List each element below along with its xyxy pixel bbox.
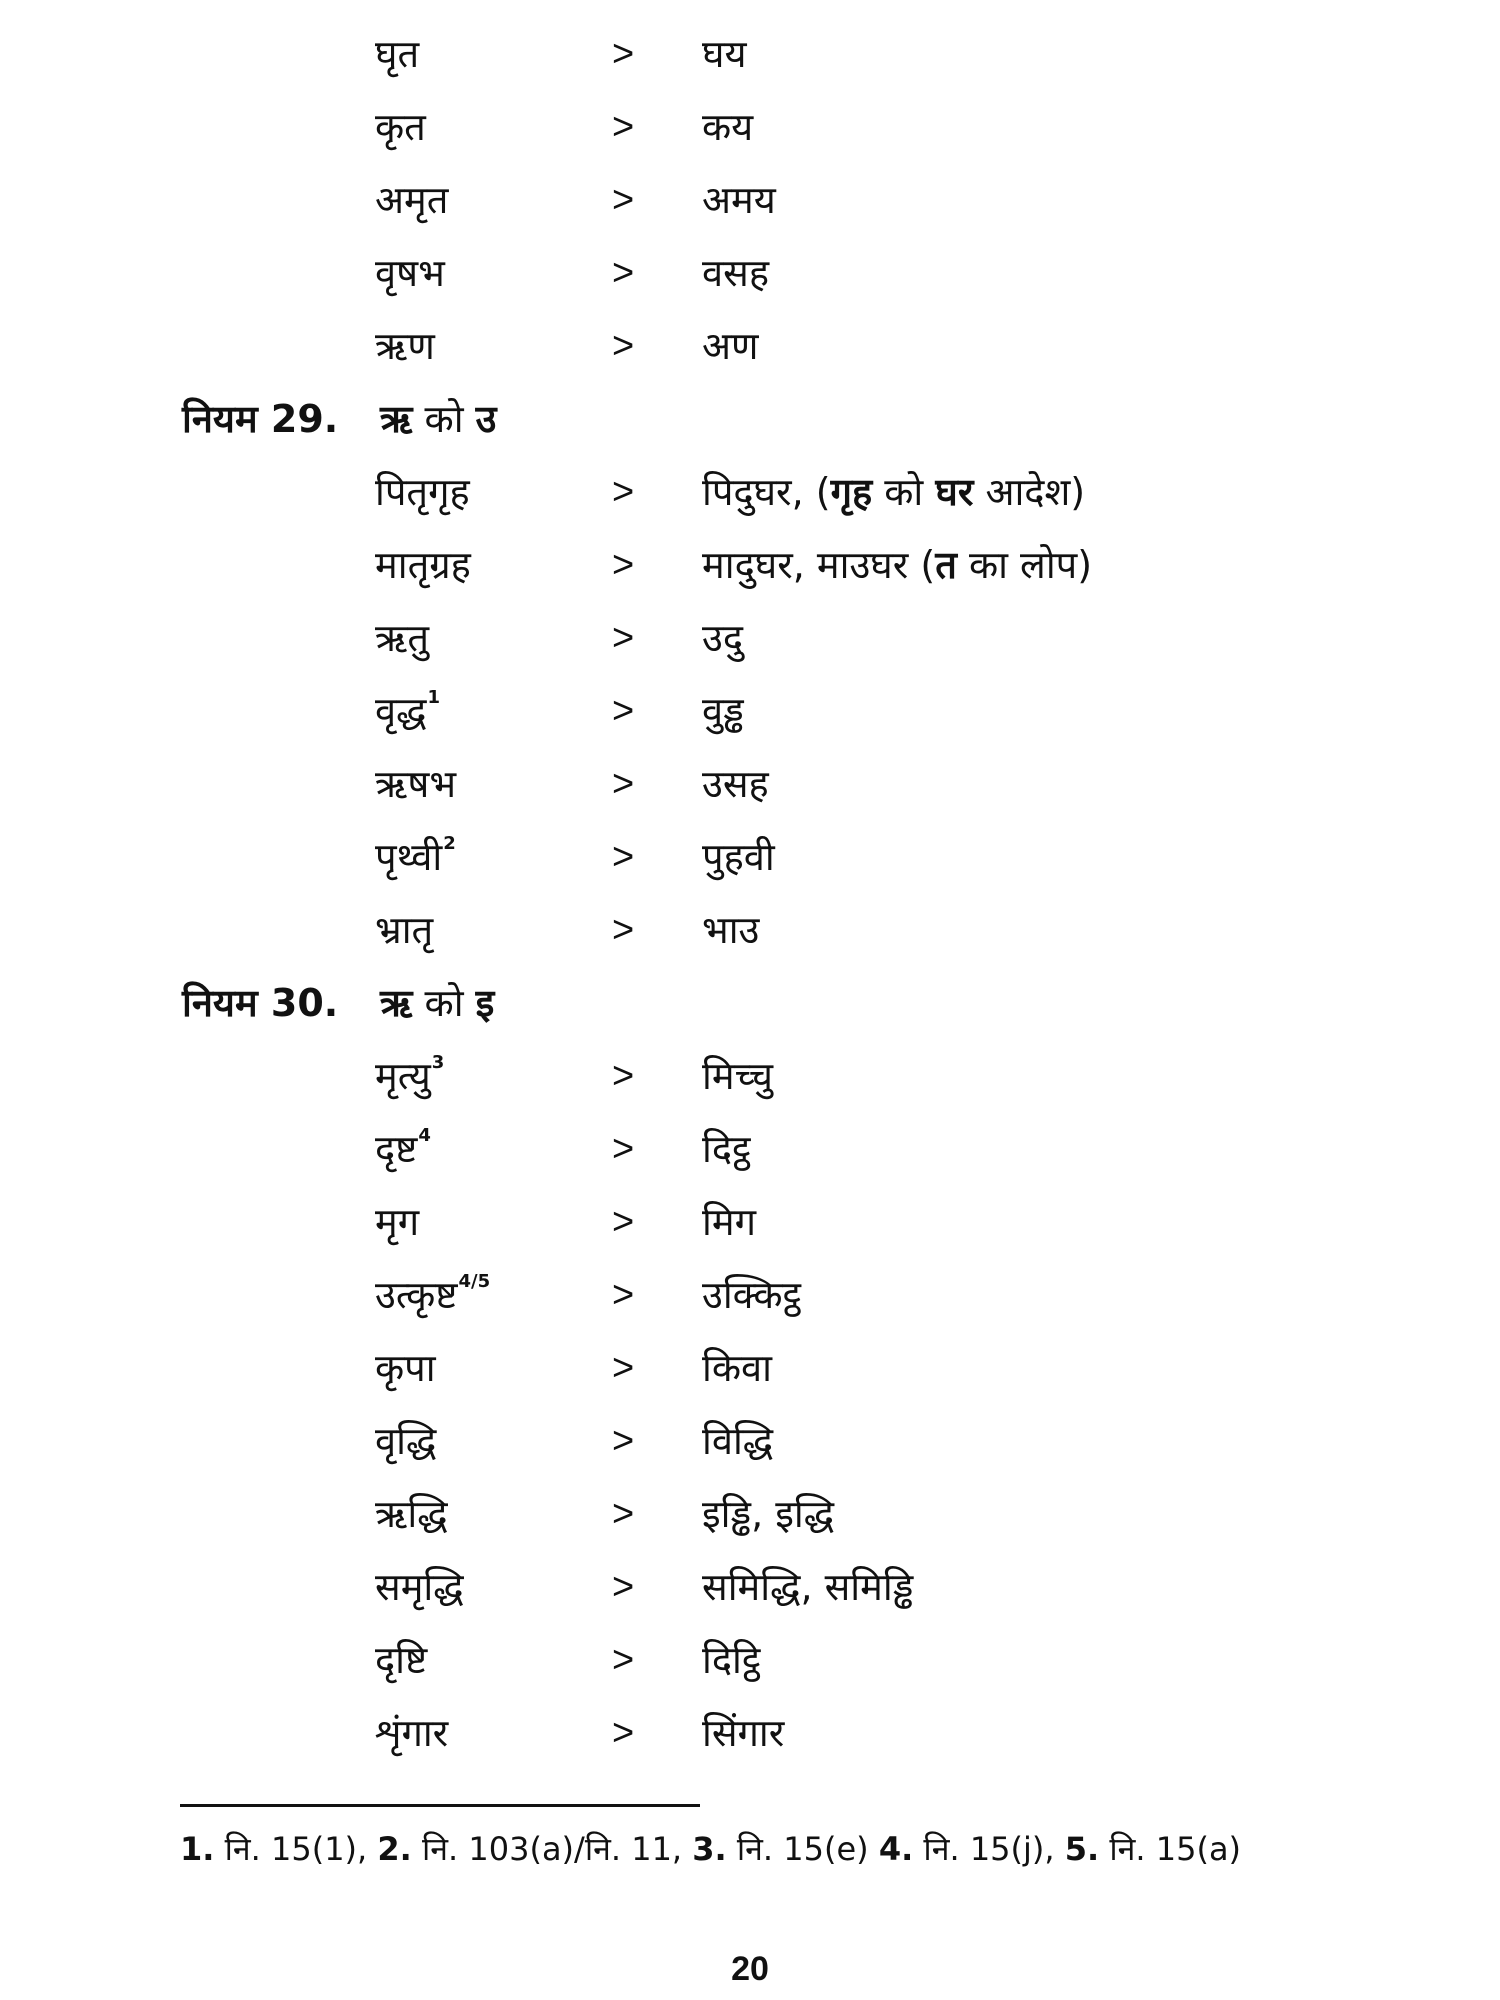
derivation-arrow: > bbox=[612, 325, 635, 367]
rule-statement bbox=[380, 967, 494, 1040]
footnote-text: नि. 15(a) bbox=[1099, 1830, 1242, 1868]
derivation-arrow: > bbox=[612, 471, 635, 513]
footnote-number: 3. bbox=[692, 1830, 727, 1868]
source-word: वृद्ध$^1$ bbox=[375, 687, 441, 733]
derived-word: इड्ढि, इद्धि bbox=[702, 1492, 835, 1536]
derivation-arrow: > bbox=[612, 1201, 635, 1243]
derived-word: उक्किट्ठ bbox=[702, 1273, 802, 1317]
derivation-arrow: > bbox=[612, 252, 635, 294]
derivation-arrow: > bbox=[612, 1274, 635, 1316]
derivation-arrow: > bbox=[612, 1347, 635, 1389]
derivation-arrow: > bbox=[612, 836, 635, 878]
table-row bbox=[0, 529, 1500, 602]
rule-heading bbox=[0, 383, 1500, 456]
source-word: दृष्टि bbox=[375, 1638, 428, 1682]
footnote-text: नि. 15(e) bbox=[726, 1830, 879, 1868]
rule-30-section bbox=[0, 967, 1500, 1770]
footnote-divider bbox=[180, 1804, 700, 1807]
footnote-text: नि. 103(a)/नि. 11, bbox=[411, 1830, 693, 1868]
source-word: दृष्ट$^4$ bbox=[375, 1125, 431, 1171]
derived-word: पिदुघर, (गृह को घर आदेश) bbox=[702, 470, 1086, 514]
table-row bbox=[0, 1113, 1500, 1186]
source-word: कृपा bbox=[375, 1346, 436, 1390]
source-word: मृग bbox=[375, 1200, 420, 1244]
table-row bbox=[0, 1405, 1500, 1478]
derived-word: दिट्ठ bbox=[702, 1127, 751, 1171]
derived-word: उसह bbox=[702, 762, 769, 806]
derivation-arrow: > bbox=[612, 106, 635, 148]
source-word: ऋद्धि bbox=[375, 1492, 448, 1536]
rule-label: नियम 29. bbox=[182, 397, 339, 441]
source-word: घृत bbox=[375, 32, 420, 76]
source-word: वृद्धि bbox=[375, 1419, 437, 1463]
derived-word: दिट्ठि bbox=[702, 1638, 761, 1682]
table-row bbox=[0, 1040, 1500, 1113]
footnote-ref: 2 bbox=[443, 833, 456, 854]
derived-word: मिच्चु bbox=[702, 1054, 774, 1098]
derived-word: विद्धि bbox=[702, 1419, 774, 1463]
table-row bbox=[0, 1332, 1500, 1405]
table-row bbox=[0, 1697, 1500, 1770]
rule-ko: को bbox=[424, 981, 464, 1025]
table-row bbox=[0, 18, 1500, 91]
footnote-ref: 3 bbox=[431, 1052, 445, 1073]
table-row bbox=[0, 602, 1500, 675]
derived-word: पुहवी bbox=[702, 835, 775, 879]
derivation-arrow: > bbox=[612, 1566, 635, 1608]
rule-to: उ bbox=[475, 397, 497, 441]
derivation-arrow: > bbox=[612, 179, 635, 221]
derived-word: घय bbox=[702, 32, 747, 76]
source-word: ऋण bbox=[375, 324, 435, 368]
derivation-arrow: > bbox=[612, 33, 635, 75]
source-word: मृत्यु$^3$ bbox=[375, 1052, 445, 1098]
derived-word: उदु bbox=[702, 616, 744, 660]
rule-from: ऋ bbox=[380, 397, 413, 441]
derivation-arrow: > bbox=[612, 1639, 635, 1681]
table-row bbox=[0, 1478, 1500, 1551]
table-row bbox=[0, 821, 1500, 894]
derived-word: मिग bbox=[702, 1200, 756, 1244]
derived-word: सिंगार bbox=[702, 1711, 785, 1755]
source-word: ऋषभ bbox=[375, 762, 457, 806]
footnote-text: नि. 15(j), bbox=[913, 1830, 1065, 1868]
source-word: शृंगार bbox=[375, 1711, 449, 1755]
source-word: पितृगृह bbox=[375, 470, 470, 514]
derived-word: वुड्ढ bbox=[702, 689, 744, 733]
page-number: 20 bbox=[731, 1950, 769, 1988]
table-row bbox=[0, 748, 1500, 821]
table-row bbox=[0, 91, 1500, 164]
table-row bbox=[0, 894, 1500, 967]
source-word: अमृत bbox=[375, 178, 449, 222]
continuation-list bbox=[0, 18, 1500, 383]
footnote-number: 1. bbox=[180, 1830, 215, 1868]
source-word: पृथ्वी$^2$ bbox=[375, 833, 456, 879]
source-word: उत्कृष्ट$^{4/5}$ bbox=[375, 1271, 491, 1317]
derived-word: वसह bbox=[702, 251, 769, 295]
table-row bbox=[0, 1624, 1500, 1697]
source-word: कृत bbox=[375, 105, 426, 149]
footnote-number: 4. bbox=[878, 1830, 914, 1868]
footnotes bbox=[180, 1826, 1241, 1872]
table-row bbox=[0, 1551, 1500, 1624]
footnote-text: नि. 15(1), bbox=[214, 1830, 378, 1868]
footnote-number: 5. bbox=[1064, 1830, 1100, 1868]
derivation-arrow: > bbox=[612, 690, 635, 732]
source-word: मातृग्रह bbox=[375, 543, 471, 587]
footnote-number: 2. bbox=[377, 1830, 412, 1868]
derived-word: कय bbox=[702, 105, 754, 149]
table-row bbox=[0, 456, 1500, 529]
table-row bbox=[0, 675, 1500, 748]
derived-word: अमय bbox=[702, 178, 776, 222]
footnote-ref: 4/5 bbox=[458, 1271, 491, 1292]
rule-29-section bbox=[0, 383, 1500, 967]
derivation-arrow: > bbox=[612, 1055, 635, 1097]
derived-word: अण bbox=[702, 324, 759, 368]
rule-heading bbox=[0, 967, 1500, 1040]
table-row bbox=[0, 310, 1500, 383]
derivation-arrow: > bbox=[612, 1128, 635, 1170]
derived-word: मादुघर, माउघर (त का लोप) bbox=[702, 543, 1093, 587]
rule-label: नियम 30. bbox=[182, 981, 339, 1025]
derivation-arrow: > bbox=[612, 617, 635, 659]
rule-statement bbox=[380, 383, 496, 456]
derived-word: समिद्धि, समिड्ढि bbox=[702, 1565, 914, 1609]
table-row bbox=[0, 1259, 1500, 1332]
derivation-arrow: > bbox=[612, 763, 635, 805]
table-row bbox=[0, 237, 1500, 310]
table-row bbox=[0, 1186, 1500, 1259]
source-word: वृषभ bbox=[375, 251, 445, 295]
derivation-arrow: > bbox=[612, 1712, 635, 1754]
derivation-arrow: > bbox=[612, 1493, 635, 1535]
rule-from: ऋ bbox=[380, 981, 413, 1025]
source-word: समृद्धि bbox=[375, 1565, 464, 1609]
footnote-ref: 1 bbox=[427, 687, 441, 708]
rule-ko: को bbox=[424, 397, 464, 441]
rule-to: इ bbox=[475, 981, 495, 1025]
derivation-arrow: > bbox=[612, 909, 635, 951]
table-row bbox=[0, 164, 1500, 237]
source-word: ऋतु bbox=[375, 616, 430, 660]
derivation-arrow: > bbox=[612, 544, 635, 586]
footnote-ref: 4 bbox=[418, 1125, 431, 1146]
source-word: भ्रातृ bbox=[375, 908, 434, 952]
derived-word: भाउ bbox=[702, 908, 760, 952]
derived-word: किवा bbox=[702, 1346, 772, 1390]
derivation-arrow: > bbox=[612, 1420, 635, 1462]
